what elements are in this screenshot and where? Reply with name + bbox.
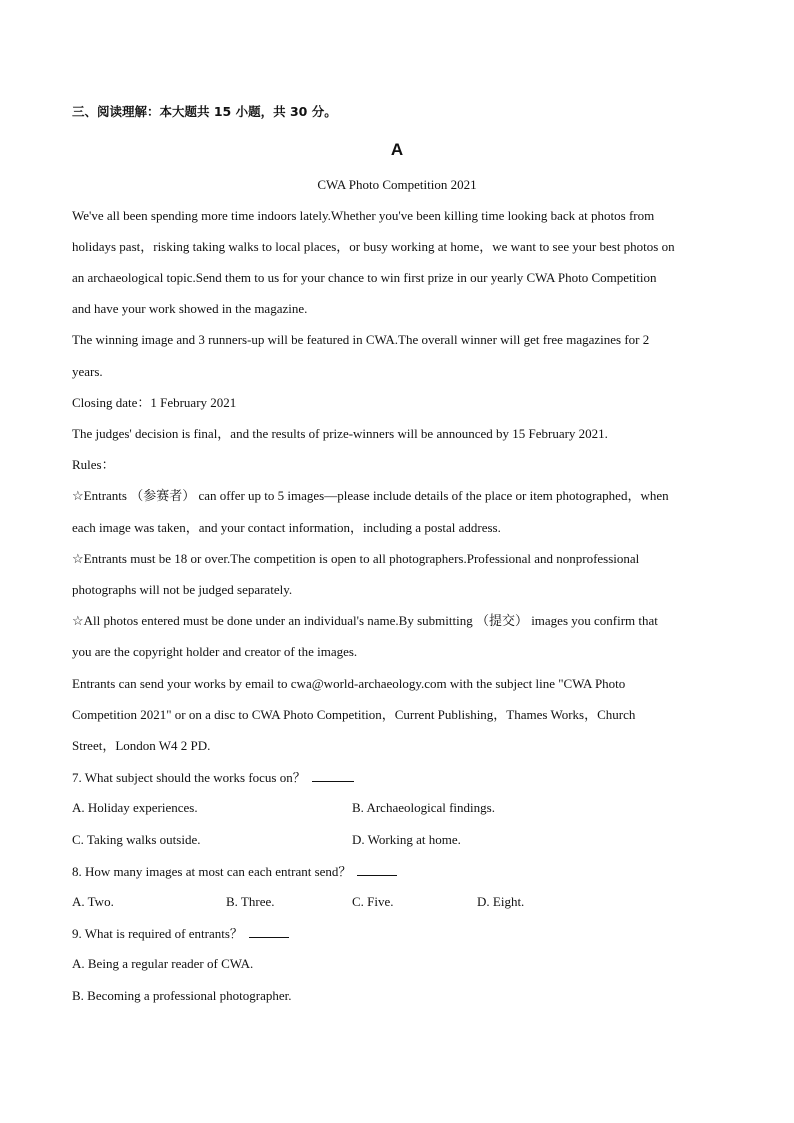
passage-line: and have your work showed in the magazine. [72,301,308,316]
passage-line: Competition 2021" or on a disc to CWA Photo Competition，Current Publishing，Thames Works，Church [72,707,636,722]
rule-item: ☆Entrants must be 18 or over.The competition is open to all photographers.Professional and nonprofessional [72,551,640,566]
q7-option-c[interactable]: C. Taking walks outside. [72,832,201,847]
answer-blank[interactable] [312,769,354,782]
question-7: 7. What subject should the works focus on？ [72,769,354,786]
passage-line: an archaeological topic.Send them to us for your chance to win first prize in our yearly CWA Photo Competition [72,270,657,285]
q8-option-a[interactable]: A. Two. [72,894,114,909]
answer-blank[interactable] [249,925,289,938]
closing-date: Closing date：1 February 2021 [72,395,237,410]
passage-line: years. [72,364,103,379]
q8-option-d[interactable]: D. Eight. [477,894,525,909]
passage-line: Entrants can send your works by email to cwa@world-archaeology.com with the subject line "CWA Photo [72,676,626,691]
question-8: 8. How many images at most can each entrant send？ [72,863,397,880]
q8-option-b[interactable]: B. Three. [226,894,275,909]
section-heading: 三、阅读理解：本大题共 15 小题，共 30 分。 [72,104,337,119]
passage-line: The winning image and 3 runners-up will be featured in CWA.The overall winner will get free magazines for 2 [72,332,650,347]
rules-heading: Rules： [72,457,115,472]
passage-line: The judges' decision is final，and the results of prize-winners will be announced by 15 February 2021. [72,426,608,441]
rule-item: ☆Entrants （参赛者） can offer up to 5 images—please include details of the place or item photographed，when [72,488,669,503]
q8-option-c[interactable]: C. Five. [352,894,394,909]
q7-option-a[interactable]: A. Holiday experiences. [72,800,198,815]
question-9: 9. What is required of entrants？ [72,925,289,942]
passage-line: holidays past，risking taking walks to local places，or busy working at home，we want to see your best photos on [72,239,675,254]
passage-line: We've all been spending more time indoors lately.Whether you've been killing time looking back at photos from [72,208,655,223]
q7-option-b[interactable]: B. Archaeological findings. [352,800,495,815]
passage-line: you are the copyright holder and creator of the images. [72,644,358,659]
passage-title: CWA Photo Competition 2021 [317,177,477,192]
rule-item: ☆All photos entered must be done under an individual's name.By submitting （提交） images you confirm that [72,613,658,628]
passage-line: each image was taken，and your contact information，including a postal address. [72,520,501,535]
passage-line: Street，London W4 2 PD. [72,738,211,753]
passage-line: photographs will not be judged separately. [72,582,293,597]
answer-blank[interactable] [357,863,397,876]
q9-option-b[interactable]: B. Becoming a professional photographer. [72,988,292,1003]
passage-letter: A [390,140,404,159]
q7-option-d[interactable]: D. Working at home. [352,832,461,847]
q9-option-a[interactable]: A. Being a regular reader of CWA. [72,956,254,971]
